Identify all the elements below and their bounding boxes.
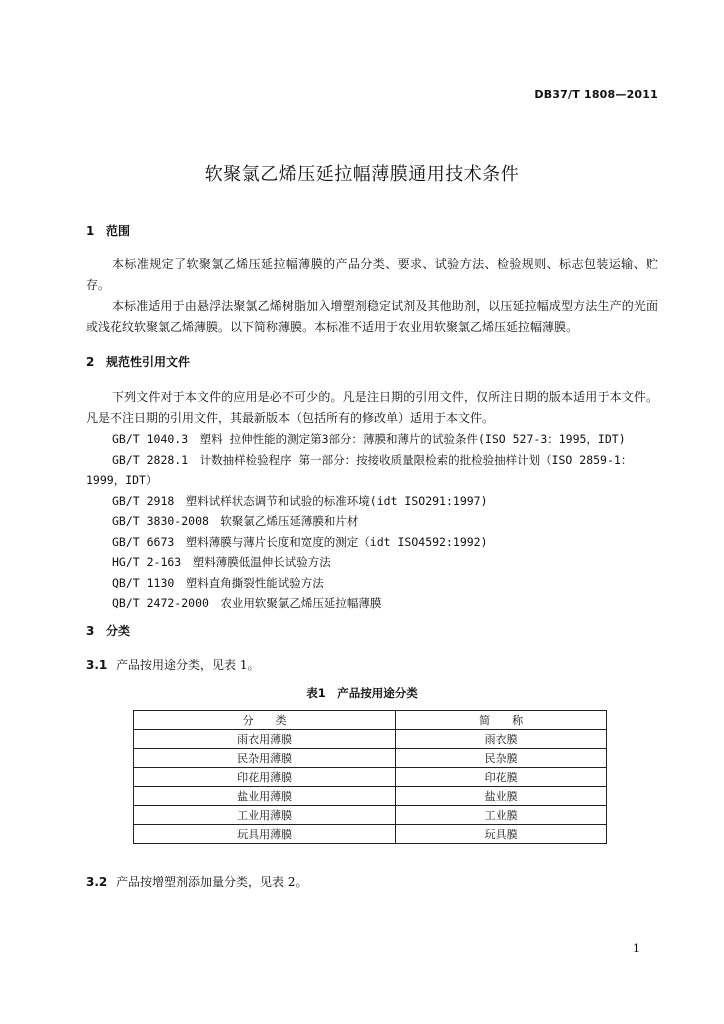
reference-item: GB/T 6673 塑料薄膜与薄片长度和宽度的测定（idt ISO4592:1992): [112, 534, 488, 549]
section-2-para-1: 下列文件对于本文件的应用是必不可少的。凡是注日期的引用文件，仅所注日期的版本适用于本文件。凡是不注日期的引用文件，其最新版本（包括所有的修改单）适用于本文件。: [86, 390, 658, 425]
table-cell: 玩具膜: [396, 825, 607, 844]
subsection-text: 产品按增塑剂添加量分类，见表 2。: [116, 875, 308, 889]
table-cell: 印花膜: [396, 768, 607, 787]
table-1-caption: 表1 产品按用途分类: [306, 686, 418, 700]
subsection-3-2: [86, 873, 307, 890]
table-header-row: [134, 711, 607, 730]
section-title: 规范性引用文件: [106, 355, 191, 369]
table-row: [134, 787, 607, 806]
reference-item: GB/T 2918 塑料试样状态调节和试验的标准环境(idt ISO291:1997): [112, 493, 488, 508]
reference-item: GB/T 2828.1 计数抽样检验程序 第一部分：按接收质量限检索的批检验抽样计划（ISO 2859-1：1999，IDT）: [86, 452, 633, 487]
table-cell: 工业膜: [396, 806, 607, 825]
reference-item: GB/T 1040.3 塑料 拉伸性能的测定第3部分：薄膜和薄片的试验条件(ISO 527-3：1995，IDT): [112, 432, 626, 446]
subsection-3-1: [86, 656, 259, 673]
table-header-cell: 简 称: [396, 711, 607, 730]
section-number: 1: [86, 224, 95, 238]
table-row: [134, 749, 607, 768]
table-cell: 民杂膜: [396, 749, 607, 768]
document-title: 软聚氯乙烯压延拉幅薄膜通用技术条件: [204, 164, 520, 185]
table-row: [134, 768, 607, 787]
subsection-number: 3.2: [86, 875, 108, 889]
section-title: 分类: [106, 624, 131, 638]
subsection-number: 3.1: [86, 658, 108, 672]
table-cell: 盐业用薄膜: [134, 787, 396, 806]
section-1-heading: [86, 222, 130, 239]
table-row: [134, 730, 607, 749]
standard-code: DB37/T 1808—2011: [534, 88, 658, 101]
section-3-heading: [86, 622, 130, 639]
reference-item: QB/T 1130 塑料直角撕裂性能试验方法: [112, 575, 324, 590]
subsection-text: 产品按用途分类，见表 1。: [116, 658, 260, 672]
table-cell: 印花用薄膜: [134, 768, 396, 787]
section-1-para-2: 本标准适用于由悬浮法聚氯乙烯树脂加入增塑剂稳定试剂及其他助剂，以压延拉幅成型方法生产的光面或浅花纹软聚氯乙烯薄膜。以下简称薄膜。本标准不适用于农业用软聚氯乙烯压延拉幅薄膜。: [86, 299, 658, 334]
section-2-heading: [86, 353, 190, 370]
table-cell: 工业用薄膜: [134, 806, 396, 825]
table-row: [134, 825, 607, 844]
section-1-para-1: 本标准规定了软聚氯乙烯压延拉幅薄膜的产品分类、要求、试验方法、检验规则、标志包装运输、贮存。: [86, 257, 658, 292]
table-header-cell: 分 类: [134, 711, 396, 730]
page-number: 1: [633, 942, 640, 955]
reference-list: [86, 429, 660, 614]
reference-item: QB/T 2472-2000 农业用软聚氯乙烯压延拉幅薄膜: [112, 596, 382, 610]
table-cell: 民杂用薄膜: [134, 749, 396, 768]
reference-item: GB/T 3830-2008 软聚氯乙烯压延薄膜和片材: [112, 514, 359, 528]
section-number: 2: [86, 355, 95, 369]
table-row: [134, 806, 607, 825]
reference-item: HG/T 2-163 塑料薄膜低温伸长试验方法: [112, 555, 331, 569]
section-title: 范围: [106, 224, 131, 238]
table-cell: 雨衣膜: [396, 730, 607, 749]
table-cell: 玩具用薄膜: [134, 825, 396, 844]
section-number: 3: [86, 624, 95, 638]
table-1: [133, 710, 607, 844]
table-cell: 盐业膜: [396, 787, 607, 806]
table-cell: 雨衣用薄膜: [134, 730, 396, 749]
